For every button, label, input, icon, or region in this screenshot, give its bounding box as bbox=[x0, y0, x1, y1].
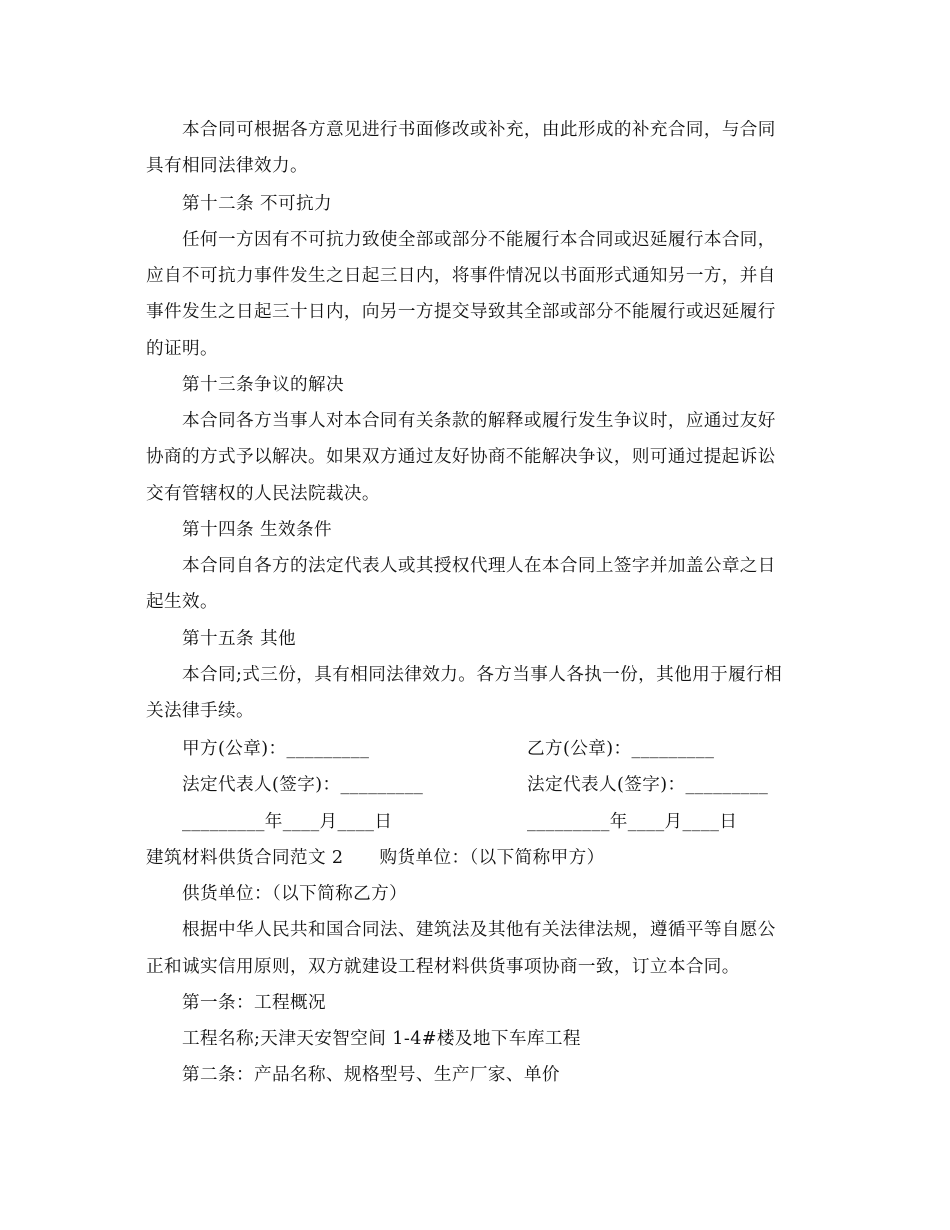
paragraph-line: 根据中华人民共和国合同法、建筑法及其他有关法律法规，遵循平等自愿公 bbox=[182, 920, 776, 940]
article-15-heading: 第十五条 其他 bbox=[182, 629, 296, 649]
party-b-seal-field: 乙方(公章)：_________ bbox=[527, 739, 715, 759]
article-12-heading: 第十二条 不可抗力 bbox=[182, 194, 332, 214]
paragraph-line: 应自不可抗力事件发生之日起三日内，将事件情况以书面形式通知另一方，并自 bbox=[146, 266, 776, 286]
paragraph-line: 本合同自各方的法定代表人或其授权代理人在本合同上签字并加盖公章之日 bbox=[182, 556, 776, 576]
paragraph-line: 本合同;式三份，具有相同法律效力。各方当事人各执一份，其他用于履行相 bbox=[182, 665, 783, 685]
party-b-representative-field: 法定代表人(签字)：_________ bbox=[527, 775, 769, 795]
paragraph-line: 本合同可根据各方意见进行书面修改或补充，由此形成的补充合同，与合同 bbox=[182, 120, 776, 140]
paragraph-line: 任何一方因有不可抗力致使全部或部分不能履行本合同或迟延履行本合同， bbox=[182, 230, 776, 250]
paragraph-line: 关法律手续。 bbox=[146, 701, 254, 721]
project-name-line: 工程名称;天津天安智空间 1-4#楼及地下车库工程 bbox=[182, 1029, 581, 1049]
article-1-heading: 第一条：工程概况 bbox=[182, 993, 326, 1013]
party-b-date-field: _________年____月____日 bbox=[527, 812, 738, 832]
party-a-representative-field: 法定代表人(签字)：_________ bbox=[182, 775, 424, 795]
party-a-date-field: _________年____月____日 bbox=[182, 812, 393, 832]
sample-2-title: 建筑材料供货合同范文 2 购货单位：（以下简称甲方） bbox=[146, 848, 605, 868]
article-2-heading: 第二条：产品名称、规格型号、生产厂家、单价 bbox=[182, 1065, 560, 1085]
article-14-heading: 第十四条 生效条件 bbox=[182, 520, 332, 540]
paragraph-line: 交有管辖权的人民法院裁决。 bbox=[146, 484, 380, 504]
paragraph-line: 协商的方式予以解决。如果双方通过友好协商不能解决争议，则可通过提起诉讼 bbox=[146, 447, 776, 467]
party-a-seal-field: 甲方(公章)：_________ bbox=[182, 739, 370, 759]
paragraph-line: 本合同各方当事人对本合同有关条款的解释或履行发生争议时，应通过友好 bbox=[182, 411, 776, 431]
paragraph-line: 的证明。 bbox=[146, 339, 218, 359]
paragraph-line: 事件发生之日起三十日内，向另一方提交导致其全部或部分不能履行或迟延履行 bbox=[146, 302, 776, 322]
paragraph-line: 正和诚实信用原则，双方就建设工程材料供货事项协商一致，订立本合同。 bbox=[146, 957, 740, 977]
paragraph-line: 具有相同法律效力。 bbox=[146, 156, 308, 176]
supplier-line: 供货单位：（以下简称乙方） bbox=[182, 884, 408, 904]
article-13-heading: 第十三条争议的解决 bbox=[182, 375, 344, 395]
paragraph-line: 起生效。 bbox=[146, 592, 218, 612]
